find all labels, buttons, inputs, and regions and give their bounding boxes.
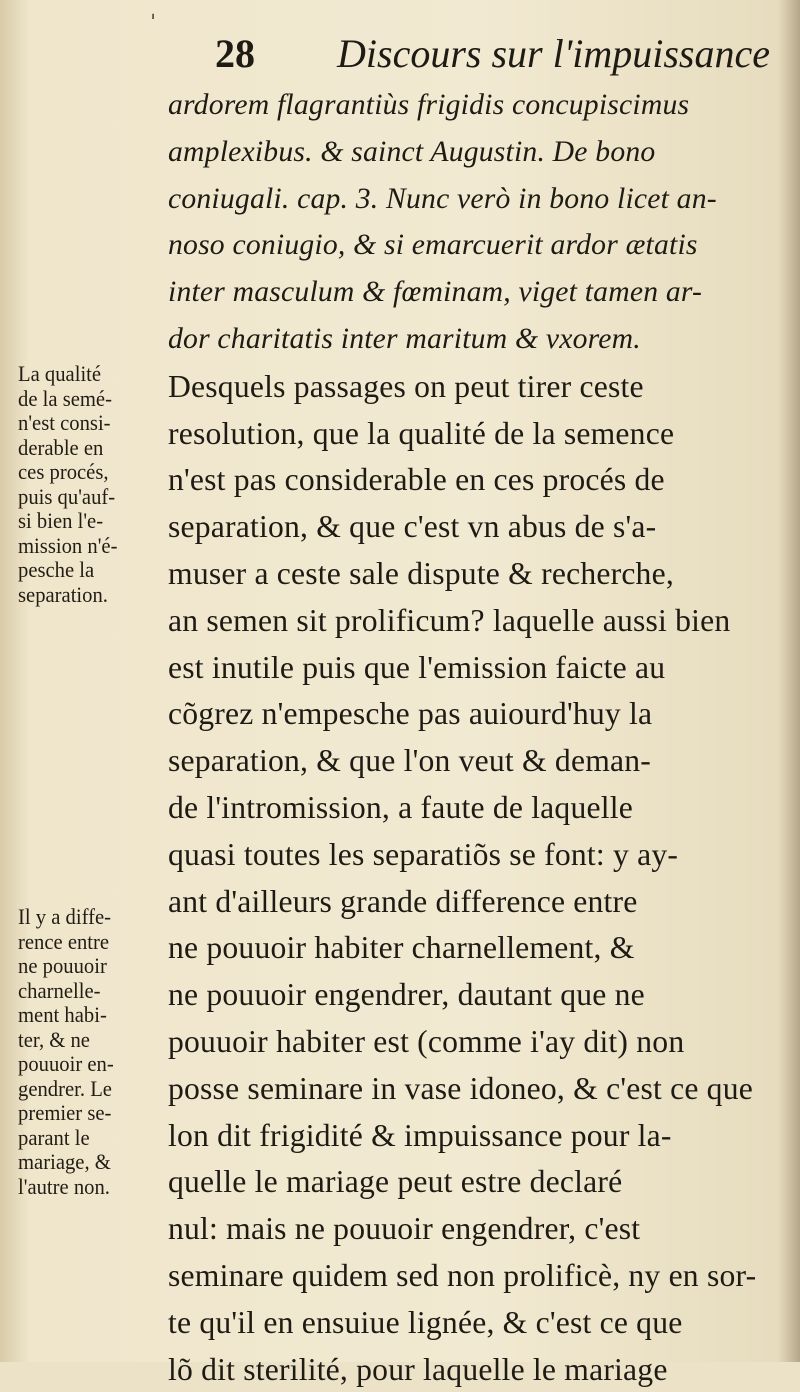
margin-note-line: ment habi- — [18, 1002, 107, 1027]
text-line: noso coniugio, & si emarcuerit ardor ætatis — [168, 228, 698, 262]
ink-mark: ˈ — [150, 12, 157, 37]
margin-note-line: premier se- — [18, 1100, 112, 1125]
text-line: dor charitatis inter maritum & vxorem. — [168, 321, 641, 355]
text-line: posse seminare in vase idoneo, & c'est ce que — [168, 1069, 753, 1106]
text-line: lon dit frigidité & impuissance pour la- — [168, 1116, 672, 1153]
margin-note-line: parant le — [18, 1124, 90, 1150]
margin-note-line: charnelle- — [18, 977, 101, 1003]
margin-note-line: La qualité — [18, 361, 102, 386]
margin-note-line: ces procés, — [18, 459, 109, 484]
margin-note-line: de la semé- — [18, 385, 112, 411]
margin-note-line: ne pouuoir — [18, 953, 107, 978]
text-line: pouuoir habiter est (comme i'ay dit) non — [168, 1022, 685, 1059]
margin-note-line: rence entre — [18, 928, 110, 954]
text-line: quelle le mariage peut estre declaré — [168, 1163, 623, 1200]
margin-note-line: derable en — [18, 434, 104, 460]
text-line: separation, & que l'on veut & deman- — [168, 742, 652, 779]
text-line: nul: mais ne pouuoir engendrer, c'est — [168, 1210, 641, 1247]
margin-note-semence — [18, 362, 178, 607]
margin-note-line: mission n'é- — [18, 532, 118, 558]
running-title: Discours sur l'impuissance — [337, 31, 771, 76]
body-text — [168, 82, 790, 1392]
text-line: resolution, que la qualité de la semence — [168, 414, 675, 451]
text-line: separation, & que c'est vn abus de s'a- — [168, 508, 657, 545]
text-line: inter masculum & fœminam, viget tamen ar- — [168, 275, 703, 309]
text-line: quasi toutes les separatiõs se font: y ay- — [168, 835, 679, 872]
text-line: an semen sit prolificum? laquelle aussi bien — [168, 601, 731, 638]
page-number: 28 — [215, 31, 255, 76]
margin-note-line: mariage, & — [18, 1149, 111, 1174]
text-line: ardorem flagrantiùs frigidis concupiscimus — [168, 88, 690, 121]
margin-note-line: si bien l'e- — [18, 508, 104, 533]
margin-note-line: Il y a diffe- — [18, 904, 112, 929]
margin-note-difference — [18, 905, 178, 1199]
text-line: ant d'ailleurs grande difference entre — [168, 882, 638, 919]
margin-note-line: n'est consi- — [18, 410, 111, 435]
text-line: amplexibus. & sainct Augustin. De bono — [168, 134, 656, 168]
text-line: ne pouuoir habiter charnellement, & — [168, 929, 635, 966]
text-line: lõ dit sterilité, pour laquelle le mariage — [168, 1350, 668, 1387]
text-line: ne pouuoir engendrer, dautant que ne — [168, 976, 645, 1013]
text-line: seminare quidem sed non prolificè, ny en sor- — [168, 1256, 757, 1293]
text-line: Desquels passages on peut tirer ceste — [168, 367, 644, 404]
text-line: muser a ceste sale dispute & recherche, — [168, 554, 674, 591]
margin-note-line: puis qu'auf- — [18, 483, 116, 509]
margin-note-line: ter, & ne — [18, 1026, 90, 1052]
text-line: n'est pas considerable en ces procés de — [168, 461, 665, 498]
margin-note-line: pesche la — [18, 557, 95, 582]
margin-note-line: separation. — [18, 581, 108, 607]
margin-note-line: l'autre non. — [18, 1173, 110, 1199]
text-line: cõgrez n'empesche pas auiourd'huy la — [168, 695, 653, 732]
text-line: te qu'il en ensuiue lignée, & c'est ce que — [168, 1303, 683, 1340]
text-line: est inutile puis que l'emission faicte au — [168, 648, 666, 685]
margin-note-line: pouuoir en- — [18, 1051, 114, 1076]
margin-note-line: gendrer. Le — [18, 1075, 112, 1101]
text-line: de l'intromission, a faute de laquelle — [168, 788, 633, 825]
text-line: coniugali. cap. 3. Nunc verò in bono licet an- — [168, 181, 717, 215]
